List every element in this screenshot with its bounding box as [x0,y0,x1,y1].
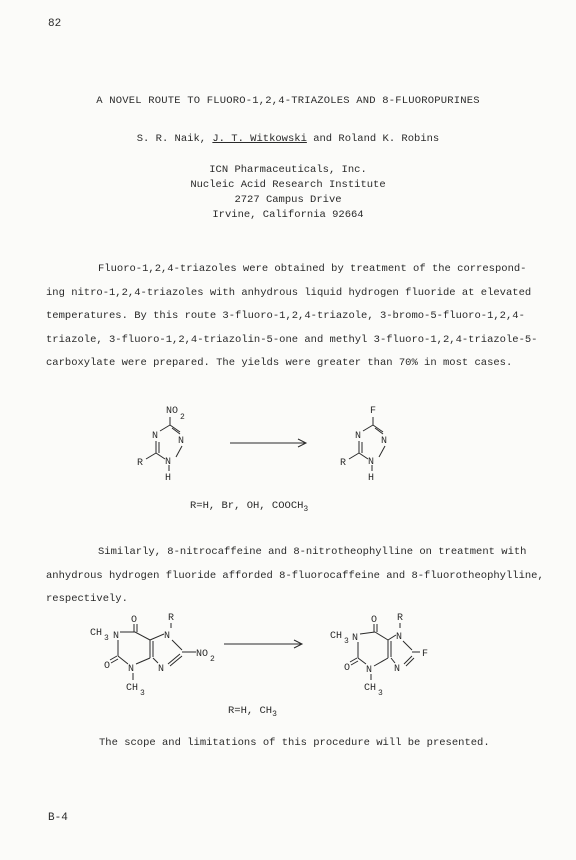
svg-text:N: N [366,665,373,676]
svg-text:2: 2 [180,413,185,422]
svg-text:3: 3 [344,637,349,646]
svg-text:3: 3 [140,689,145,698]
svg-text:F: F [422,649,429,660]
svg-text:N: N [113,631,120,642]
page-number: 82 [48,18,62,30]
abstract-paragraph-2 [46,541,556,612]
svg-text:N: N [368,457,375,468]
svg-text:H: H [368,473,375,484]
svg-text:R: R [397,613,404,624]
abstract-paragraph-1 [46,258,556,376]
purine-scheme [0,608,576,703]
svg-text:H: H [165,473,172,484]
affiliation [0,163,576,223]
svg-text:R: R [340,458,347,469]
author-line [0,133,576,145]
svg-text:R: R [168,613,175,624]
nitro-group-label: NO [166,406,179,417]
svg-text:NO: NO [196,649,209,660]
text-line: anhydrous hydrogen fluoride afforded 8-fluorocaffeine and 8-fluorotheophylline, [46,569,544,582]
author-robins: and Roland K. Robins [313,133,440,145]
affiliation-street: 2727 Campus Drive [234,194,342,206]
scheme1-r-definition: R=H, Br, OH, $COOCH_3$ [190,500,309,515]
svg-text:N: N [178,436,185,447]
svg-text:N: N [352,633,359,644]
text-line: Similarly, 8-nitrocaffeine and 8-nitrotheophylline on treatment with [98,546,527,558]
svg-text:N: N [396,632,403,643]
svg-text:N: N [128,664,135,675]
affiliation-city: Irvine, California 92664 [212,209,364,221]
svg-text:N: N [152,431,159,442]
text-line: respectively. [46,593,128,605]
text-line: triazole, 3-fluoro-1,2,4-triazolin-5-one and methyl 3-fluoro-1,2,4-triazole-5- [46,333,538,346]
svg-text:N: N [394,664,401,675]
svg-text:3: 3 [378,689,383,698]
nitrocaffeine-structure [90,613,215,698]
svg-text:O: O [344,663,351,674]
svg-text:R: R [137,458,144,469]
svg-text:3: 3 [104,634,109,643]
svg-text:CH: CH [364,683,377,694]
svg-text:N: N [381,436,388,447]
svg-text:O: O [371,615,378,626]
svg-text:N: N [165,457,172,468]
affiliation-institute: Nucleic Acid Research Institute [190,179,386,191]
svg-text:O: O [131,615,138,626]
paper-title: A NOVEL ROUTE TO FLUORO-1,2,4-TRIAZOLES AND 8-FLUOROPURINES [96,95,480,107]
svg-text:CH: CH [126,683,139,694]
svg-text:N: N [355,431,362,442]
svg-text:N: N [158,664,165,675]
nitrotriazole-structure [137,406,185,484]
author-naik: S. R. Naik, [136,133,207,145]
author-witkowski: J. T. Witkowski [212,133,307,145]
scheme2-r-definition: R=H, $CH_3$ [228,705,277,720]
svg-text:O: O [104,661,111,672]
fluorotriazole-structure [340,406,387,484]
text-line: temperatures. By this route 3-fluoro-1,2,4-triazole, 3-bromo-5-fluoro-1,2,4- [46,310,525,322]
svg-text:2: 2 [210,655,215,664]
text-line: carboxylate were prepared. The yields were greater than 70% in most cases. [46,357,513,369]
svg-text:N: N [164,631,171,642]
svg-text:CH: CH [330,631,343,642]
affiliation-company: ICN Pharmaceuticals, Inc. [209,164,367,176]
footer-code: B-4 [48,812,68,824]
fluorocaffeine-structure [330,613,428,698]
svg-text:CH: CH [90,628,103,639]
closing-sentence: The scope and limitations of this procedure will be presented. [99,737,490,749]
text-line: Fluoro-1,2,4-triazoles were obtained by treatment of the correspond- [98,263,527,275]
text-line: ing nitro-1,2,4-triazoles with anhydrous liquid hydrogen fluoride at elevated [46,286,532,299]
triazole-scheme [0,395,576,495]
svg-text:F: F [370,406,377,417]
